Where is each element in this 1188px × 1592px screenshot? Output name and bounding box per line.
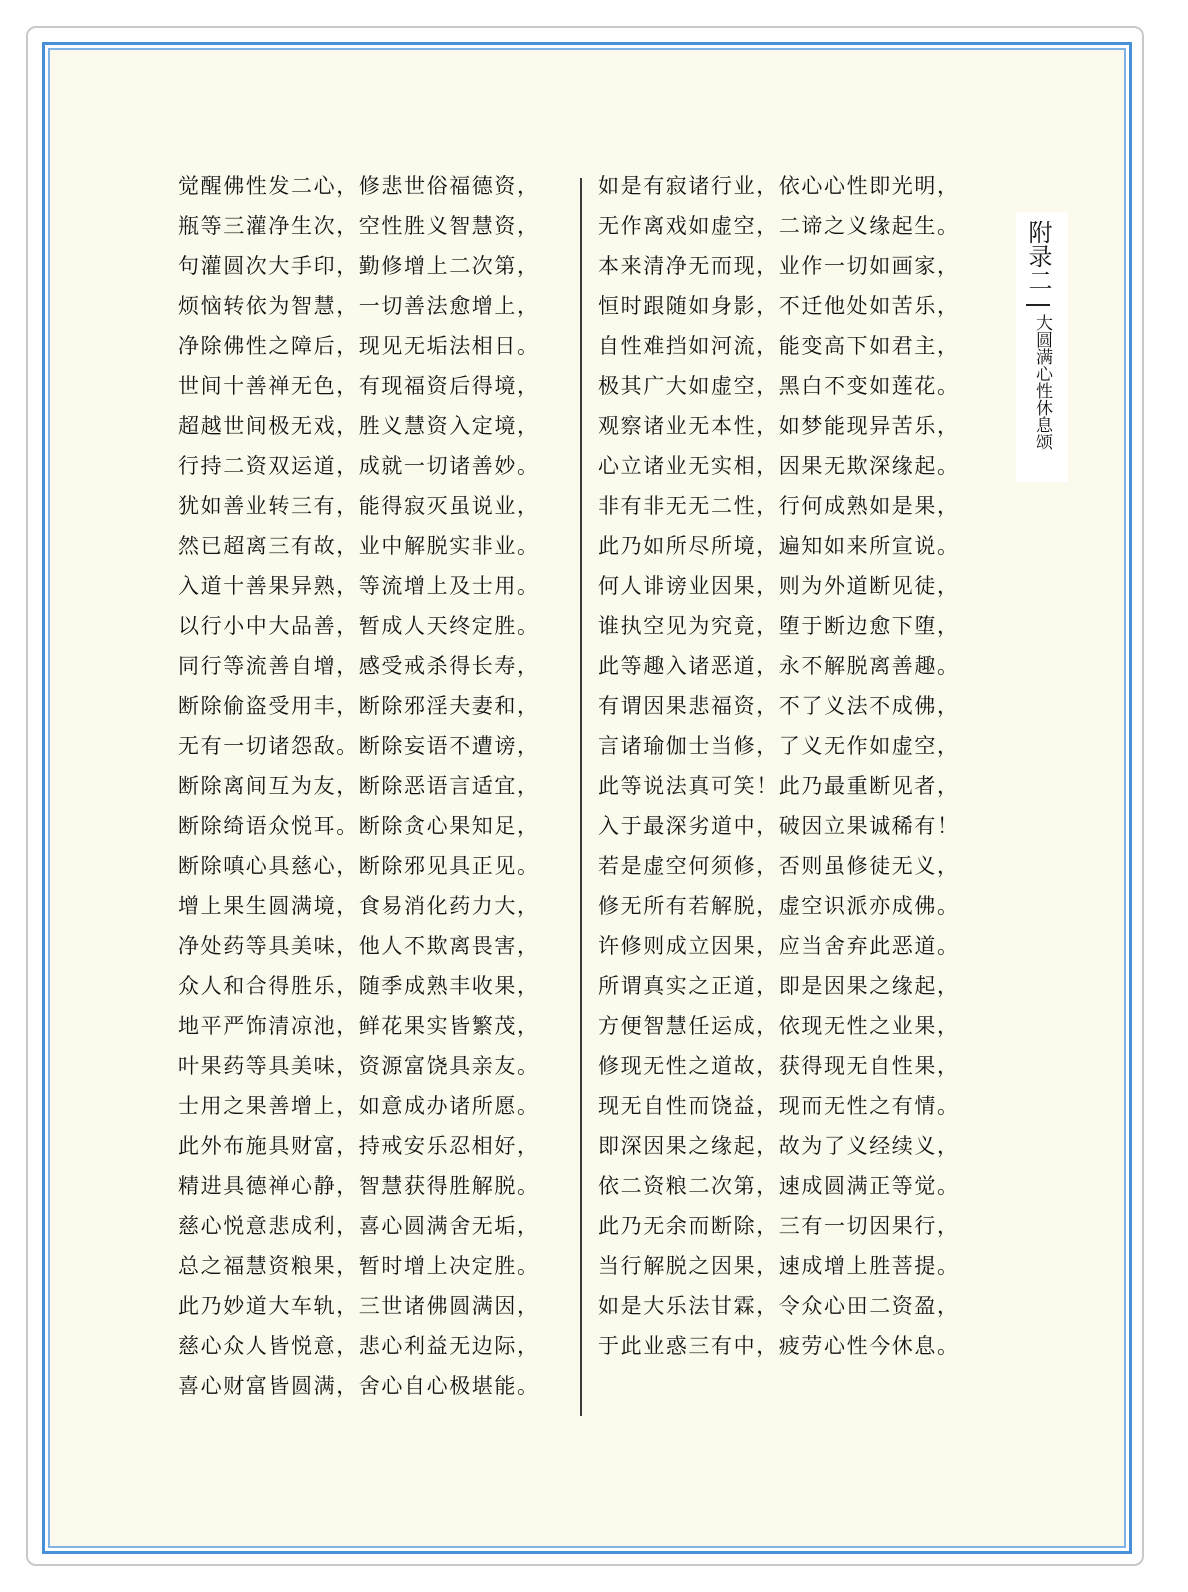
verse-line: 当行解脱之因果，速成增上胜菩提。 [598, 1254, 960, 1278]
verse-line: 谁执空见为究竟，堕于断边愈下堕， [598, 614, 960, 638]
verse-line: 净处药等具美味，他人不欺离畏害， [178, 934, 540, 958]
verse-line: 入道十善果异熟，等流增上及士用。 [178, 574, 540, 598]
verse-line: 观察诸业无本性，如梦能现异苦乐， [598, 414, 960, 438]
verse-line: 如是大乐法甘霖，令众心田二资盈， [598, 1294, 960, 1318]
verse-line: 非有非无无二性，行何成熟如是果， [598, 494, 960, 518]
verse-line: 断除偷盗受用丰，断除邪淫夫妻和， [178, 694, 540, 718]
verse-line: 此等趣入诸恶道，永不解脱离善趣。 [598, 654, 960, 678]
verse-line: 现无自性而饶益，现而无性之有情。 [598, 1094, 960, 1118]
verse-line: 本来清净无而现，业作一切如画家， [598, 254, 960, 278]
verse-line: 即深因果之缘起，故为了义经续义， [598, 1134, 960, 1158]
verse-line: 所谓真实之正道，即是因果之缘起， [598, 974, 960, 998]
verse-line: 喜心财富皆圆满，舍心自心极堪能。 [178, 1374, 540, 1398]
verse-line: 何人诽谤业因果，则为外道断见徒， [598, 574, 960, 598]
verse-line: 极其广大如虚空，黑白不变如莲花。 [598, 374, 960, 398]
appendix-label: 附录二 [1024, 220, 1052, 292]
side-title-rule [1026, 304, 1050, 306]
verse-line: 自性难挡如河流，能变高下如君主， [598, 334, 960, 358]
verse-line: 净除佛性之障后，现见无垢法相日。 [178, 334, 540, 358]
verse-line: 此外布施具财富，持戒安乐忍相好， [178, 1134, 540, 1158]
verse-line: 无有一切诸怨敌。断除妄语不遭谤， [178, 734, 540, 758]
verse-line: 心立诸业无实相，因果无欺深缘起。 [598, 454, 960, 478]
verse-line: 精进具德禅心静，智慧获得胜解脱。 [178, 1174, 540, 1198]
verse-line: 许修则成立因果，应当舍弃此恶道。 [598, 934, 960, 958]
section-subtitle: 大圆满心性休息颂 [1032, 314, 1052, 450]
verse-line: 方便智慧任运成，依现无性之业果， [598, 1014, 960, 1038]
verse-line: 犹如善业转三有，能得寂灭虽说业， [178, 494, 540, 518]
verse-line: 若是虚空何须修，否则虽修徒无义， [598, 854, 960, 878]
verse-line: 觉醒佛性发二心，修悲世俗福德资， [178, 174, 540, 198]
verse-line: 无作离戏如虚空，二谛之义缘起生。 [598, 214, 960, 238]
verse-line: 超越世间极无戏，胜义慧资入定境， [178, 414, 540, 438]
verse-line: 修无所有若解脱，虚空识派亦成佛。 [598, 894, 960, 918]
verse-line: 修现无性之道故，获得现无自性果， [598, 1054, 960, 1078]
verse-line: 依二资粮二次第，速成圆满正等觉。 [598, 1174, 960, 1198]
verse-line: 此乃如所尽所境，遍知如来所宣说。 [598, 534, 960, 558]
verse-line: 行持二资双运道，成就一切诸善妙。 [178, 454, 540, 478]
verse-line: 断除绮语众悦耳。断除贪心果知足， [178, 814, 540, 838]
verse-line: 烦恼转依为智慧，一切善法愈增上， [178, 294, 540, 318]
verse-line: 慈心众人皆悦意，悲心利益无边际， [178, 1334, 540, 1358]
verse-line: 地平严饰清凉池，鲜花果实皆繁茂， [178, 1014, 540, 1038]
verse-line: 有谓因果悲福资，不了义法不成佛， [598, 694, 960, 718]
verse-line: 恒时跟随如身影，不迁他处如苦乐， [598, 294, 960, 318]
verse-line: 此乃妙道大车轨，三世诸佛圆满因， [178, 1294, 540, 1318]
column-divider [580, 178, 582, 1416]
verse-line: 此乃无余而断除，三有一切因果行， [598, 1214, 960, 1238]
verse-line: 断除离间互为友，断除恶语言适宜， [178, 774, 540, 798]
verse-line: 世间十善禅无色，有现福资后得境， [178, 374, 540, 398]
verse-line: 于此业惑三有中，疲劳心性今休息。 [598, 1334, 960, 1358]
verse-line: 叶果药等具美味，资源富饶具亲友。 [178, 1054, 540, 1078]
verse-line: 此等说法真可笑！此乃最重断见者， [598, 774, 960, 798]
verse-line: 句灌圆次大手印，勤修增上二次第， [178, 254, 540, 278]
verse-line: 瓶等三灌净生次，空性胜义智慧资， [178, 214, 540, 238]
verse-line: 断除嗔心具慈心，断除邪见具正见。 [178, 854, 540, 878]
left-text-column [178, 166, 578, 1406]
verse-line: 总之福慧资粮果，暂时增上决定胜。 [178, 1254, 540, 1278]
verse-line: 增上果生圆满境，食易消化药力大， [178, 894, 540, 918]
verse-line: 然已超离三有故，业中解脱实非业。 [178, 534, 540, 558]
verse-line: 众人和合得胜乐，随季成熟丰收果， [178, 974, 540, 998]
verse-line: 如是有寂诸行业，依心心性即光明， [598, 174, 960, 198]
verse-line: 同行等流善自增，感受戒杀得长寿， [178, 654, 540, 678]
verse-line: 入于最深劣道中，破因立果诚稀有！ [598, 814, 960, 838]
verse-line: 士用之果善增上，如意成办诸所愿。 [178, 1094, 540, 1118]
right-text-column [598, 166, 998, 1366]
verse-line: 以行小中大品善，暂成人天终定胜。 [178, 614, 540, 638]
verse-line: 慈心悦意悲成利，喜心圆满舍无垢， [178, 1214, 540, 1238]
verse-line: 言诸瑜伽士当修，了义无作如虚空， [598, 734, 960, 758]
